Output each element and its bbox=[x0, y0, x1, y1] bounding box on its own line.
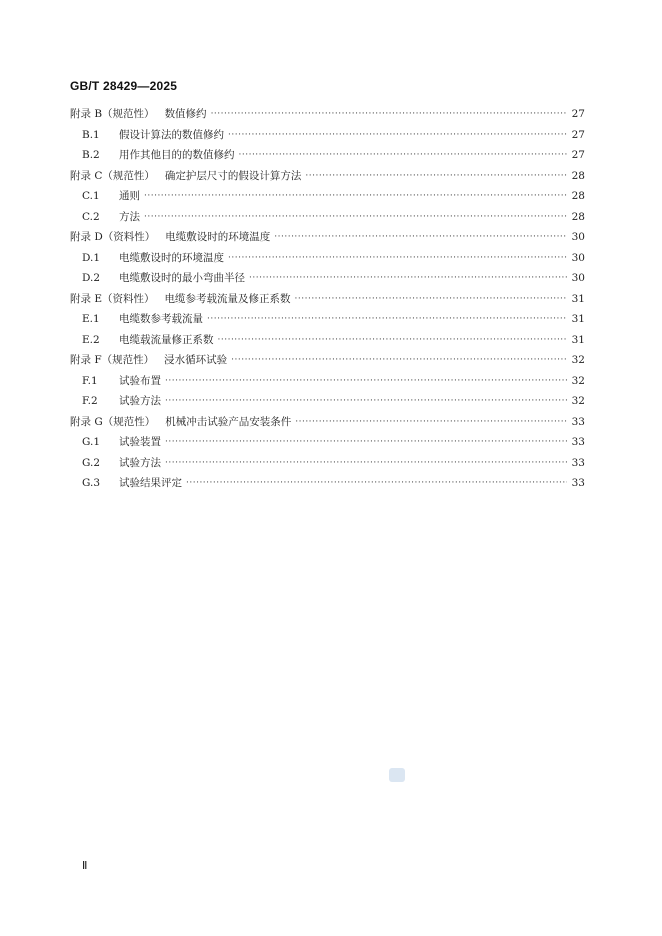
toc-leader-dots bbox=[186, 473, 567, 494]
toc-entry-title: 方法 bbox=[119, 210, 140, 223]
toc-entry-title: 电缆敷设时的环境温度 bbox=[119, 251, 224, 264]
toc-page-number: 27 bbox=[571, 149, 585, 161]
toc-section-entry[interactable] bbox=[70, 453, 585, 474]
toc-entry-title: 电缆敷设时的最小弯曲半径 bbox=[119, 272, 245, 284]
toc-entry-number: B.1 bbox=[82, 128, 100, 141]
watermark-logo bbox=[389, 768, 405, 782]
toc-page-number: 31 bbox=[571, 333, 585, 346]
toc-entry-title: 试验布置 bbox=[119, 374, 161, 387]
toc-entry-number: E.1 bbox=[82, 313, 100, 325]
toc-page-number: 27 bbox=[571, 108, 585, 120]
toc-section-entry[interactable] bbox=[70, 125, 585, 146]
toc-entry-number: G.1 bbox=[82, 436, 101, 448]
toc-page-number: 30 bbox=[571, 251, 585, 264]
toc-section-entry[interactable] bbox=[70, 248, 585, 269]
toc-entry-number: 附录 G（规范性） bbox=[70, 415, 156, 428]
toc-entry-title: 假设计算法的数值修约 bbox=[119, 128, 224, 141]
table-of-contents bbox=[70, 104, 585, 494]
toc-entry-number: D.2 bbox=[82, 272, 101, 284]
toc-page-number: 28 bbox=[571, 169, 585, 182]
toc-leader-dots bbox=[165, 391, 567, 412]
toc-entry-number: G.3 bbox=[82, 477, 101, 489]
toc-entry-title: 数值修约 bbox=[164, 108, 207, 120]
toc-entry-title: 试验方法 bbox=[119, 395, 161, 407]
toc-page-number: 33 bbox=[571, 436, 585, 448]
toc-entry-title: 电缆敷设时的环境温度 bbox=[165, 231, 271, 243]
toc-page-number: 30 bbox=[571, 231, 585, 243]
toc-leader-dots bbox=[228, 248, 567, 269]
toc-entry-number: B.2 bbox=[82, 149, 100, 161]
toc-section-entry[interactable] bbox=[70, 145, 585, 166]
toc-entry-title: 试验方法 bbox=[119, 456, 161, 469]
toc-leader-dots bbox=[231, 350, 567, 371]
toc-page-number: 30 bbox=[571, 272, 585, 284]
toc-leader-dots bbox=[249, 268, 567, 289]
toc-entry-number: 附录 D（资料性） bbox=[70, 231, 156, 243]
toc-page-number: 27 bbox=[571, 128, 585, 141]
toc-appendix-entry[interactable] bbox=[70, 227, 585, 248]
toc-entry-number: G.2 bbox=[82, 456, 101, 469]
toc-leader-dots bbox=[207, 309, 567, 330]
toc-leader-dots bbox=[228, 125, 567, 146]
toc-entry-number: 附录 F（规范性） bbox=[70, 354, 155, 366]
toc-entry-title: 浸水循环试验 bbox=[164, 354, 228, 366]
toc-entry-number: E.2 bbox=[82, 333, 100, 346]
toc-page-number: 32 bbox=[571, 395, 585, 407]
toc-entry-number: 附录 E（资料性） bbox=[70, 292, 155, 305]
toc-entry-number: F.2 bbox=[82, 395, 98, 407]
toc-leader-dots bbox=[305, 166, 567, 187]
toc-leader-dots bbox=[165, 453, 567, 474]
toc-leader-dots bbox=[239, 145, 568, 166]
toc-appendix-entry[interactable] bbox=[70, 289, 585, 310]
toc-entry-title: 电缆参考载流量及修正系数 bbox=[164, 292, 291, 305]
toc-entry-number: C.2 bbox=[82, 210, 100, 223]
toc-page-number: 31 bbox=[571, 313, 585, 325]
toc-section-entry[interactable] bbox=[70, 309, 585, 330]
toc-leader-dots bbox=[211, 104, 567, 125]
toc-section-entry[interactable] bbox=[70, 330, 585, 351]
toc-entry-title: 电缆数参考载流量 bbox=[119, 313, 203, 325]
toc-page-number: 33 bbox=[571, 477, 585, 489]
toc-section-entry[interactable] bbox=[70, 473, 585, 494]
toc-leader-dots bbox=[144, 207, 567, 228]
toc-entry-title: 通则 bbox=[119, 190, 140, 202]
toc-leader-dots bbox=[274, 227, 567, 248]
toc-section-entry[interactable] bbox=[70, 207, 585, 228]
toc-section-entry[interactable] bbox=[70, 268, 585, 289]
toc-leader-dots bbox=[295, 289, 567, 310]
toc-appendix-entry[interactable] bbox=[70, 166, 585, 187]
toc-appendix-entry[interactable] bbox=[70, 412, 585, 433]
toc-page-number: 28 bbox=[571, 190, 585, 202]
toc-section-entry[interactable] bbox=[70, 432, 585, 453]
toc-entry-number: F.1 bbox=[82, 374, 98, 387]
toc-section-entry[interactable] bbox=[70, 391, 585, 412]
toc-appendix-entry[interactable] bbox=[70, 104, 585, 125]
standard-code: GB/T 28429—2025 bbox=[70, 79, 178, 93]
toc-entry-number: D.1 bbox=[82, 251, 101, 264]
toc-leader-dots bbox=[295, 412, 567, 433]
toc-page-number: 31 bbox=[571, 292, 585, 305]
toc-entry-title: 电缆载流量修正系数 bbox=[119, 333, 214, 346]
toc-page-number: 33 bbox=[571, 456, 585, 469]
toc-leader-dots bbox=[144, 186, 567, 207]
toc-entry-number: C.1 bbox=[82, 190, 100, 202]
page-number: Ⅱ bbox=[82, 860, 88, 872]
toc-entry-number: 附录 C（规范性） bbox=[70, 169, 155, 182]
toc-page-number: 32 bbox=[571, 354, 585, 366]
toc-section-entry[interactable] bbox=[70, 186, 585, 207]
toc-section-entry[interactable] bbox=[70, 371, 585, 392]
toc-page-number: 32 bbox=[571, 374, 585, 387]
toc-entry-title: 机械冲击试验产品安装条件 bbox=[165, 415, 292, 428]
toc-entry-title: 试验装置 bbox=[119, 436, 161, 448]
toc-leader-dots bbox=[218, 330, 568, 351]
toc-entry-title: 确定护层尺寸的假设计算方法 bbox=[164, 169, 302, 182]
toc-appendix-entry[interactable] bbox=[70, 350, 585, 371]
toc-entry-title: 用作其他目的的数值修约 bbox=[119, 149, 235, 161]
toc-leader-dots bbox=[165, 371, 567, 392]
toc-leader-dots bbox=[165, 432, 567, 453]
toc-page-number: 33 bbox=[571, 415, 585, 428]
toc-page-number: 28 bbox=[571, 210, 585, 223]
toc-entry-title: 试验结果评定 bbox=[119, 477, 182, 489]
toc-entry-number: 附录 B（规范性） bbox=[70, 108, 155, 120]
